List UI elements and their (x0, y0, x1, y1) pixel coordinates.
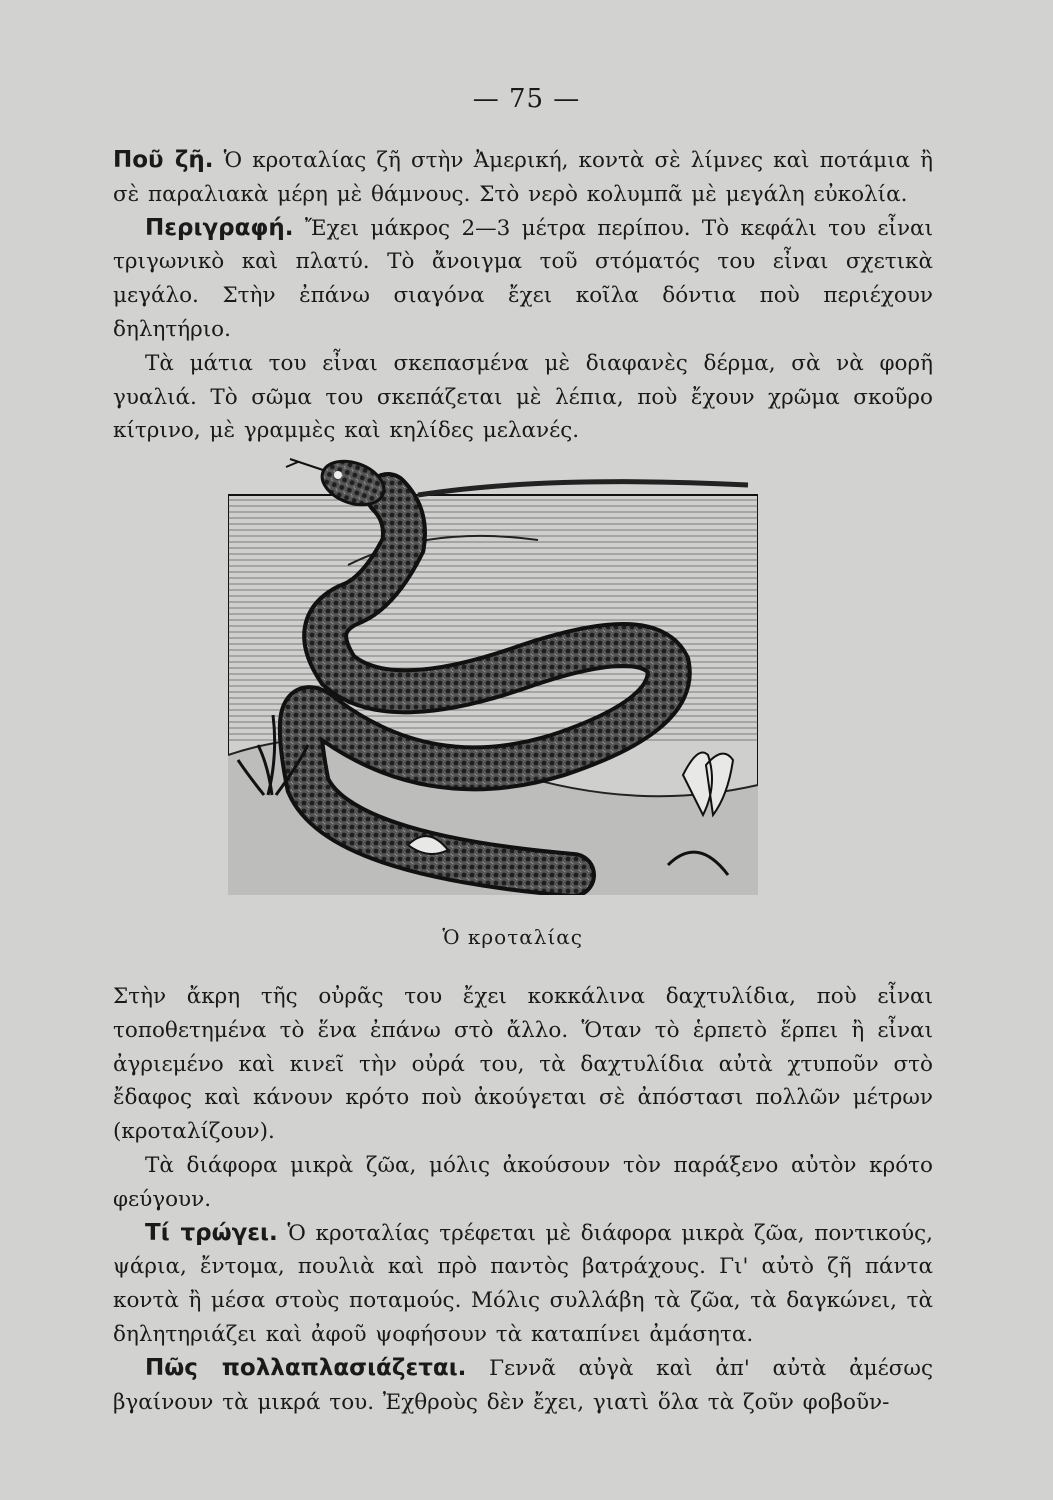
eyes-body-paragraph: Τὰ μάτια του εἶναι σκεπασμένα μὲ διαφανὲς δέρμα, σὰ νὰ φορῆ γυαλιά. Τὸ σῶμα του σκεπάζεται μὲ λέπια, ποὺ ἔχουν χρῶμα σκοῦρο κίτρινο, μὲ γραμμὲς καὶ κηλίδες μελανές. (113, 350, 933, 444)
upper-text-block (113, 144, 933, 448)
reproduction-paragraph (113, 1352, 933, 1420)
diet-paragraph (113, 1217, 933, 1352)
tail-rattle-paragraph: Στὴν ἄκρη τῆς οὐρᾶς του ἔχει κοκκάλινα δαχτυλίδια, ποὺ εἶναι τοποθετημένα τὸ ἕνα ἐπάνω στὸ ἄλλο. Ὅταν τὸ ἑρπετὸ ἕρπει ἢ εἶναι ἀγριεμένο καὶ κινεῖ τὴν οὐρά του, τὰ δαχτυλίδια αὐτὰ χτυποῦν στὸ ἔδαφος καὶ κάνουν κρότο ποὺ ἀκούγεται σὲ ἀπόστασι πολλῶν μέτρων (κροταλίζουν). (113, 984, 933, 1145)
small-animals-paragraph: Τὰ διάφορα μικρὰ ζῶα, μόλις ἀκούσουν τὸν παράξενο αὐτὸν κρότο φεύγουν. (113, 1152, 933, 1212)
diet-heading: Τί τρώγει. (145, 1219, 278, 1246)
description-heading: Περιγραφή. (145, 214, 294, 241)
reproduction-heading: Πῶς πολλαπλασιάζεται. (145, 1354, 467, 1381)
description-text: Ἔχει μάκρος 2—3 μέτρα περίπου. Τὸ κεφάλι του εἶναι τριγωνικὸ καὶ πλατύ. Τὸ ἄνοιγμα τοῦ στόματός του εἶναι σχετικὰ μεγάλο. Στὴν ἐπάνω σιαγόνα ἔχει κοῖλα δόντια ποὺ περιέχουν δηλητήριο. (113, 215, 933, 342)
description-paragraph (113, 212, 933, 347)
diet-text: Ὁ κροταλίας τρέφεται μὲ διάφορα μικρὰ ζῶα, ποντικούς, ψάρια, ἔντομα, πουλιὰ καὶ πρὸ παντὸς βατράχους. Γι' αὐτὸ ζῆ πάντα κοντὰ ἢ μέσα στοὺς ποταμούς. Μόλις συλλάβη τὰ ζῶα, τὰ δαγκώνει, τὰ δηλητηριάζει καὶ ἀφοῦ ψοφήσουν τὰ καταπίνει ἀμάσητα. (113, 1220, 933, 1347)
where-it-lives-paragraph (113, 144, 933, 212)
figure-caption: Ὁ κροταλίας (442, 925, 583, 949)
lower-text-block (113, 980, 933, 1419)
page-number: — 75 — (472, 84, 581, 114)
reproduction-text: Γεννᾶ αὐγὰ καὶ ἀπ' αὐτὰ ἀμέσως βγαίνουν τὰ μικρά του. Ἐχθροὺς δὲν ἔχει, γιατὶ ὅλα τὰ ζοῦν φοβοῦν- (113, 1355, 934, 1415)
rattlesnake-illustration (228, 455, 758, 895)
where-it-lives-text: Ὁ κροταλίας ζῆ στὴν Ἀμερική, κοντὰ σὲ λίμνες καὶ ποτάμια ἢ σὲ παραλιακὰ μέρη μὲ θάμνους. Στὸ νερὸ κολυμπᾶ μὲ μεγάλη εὐκολία. (113, 148, 933, 207)
where-it-lives-heading: Ποῦ ζῆ. (113, 147, 214, 173)
